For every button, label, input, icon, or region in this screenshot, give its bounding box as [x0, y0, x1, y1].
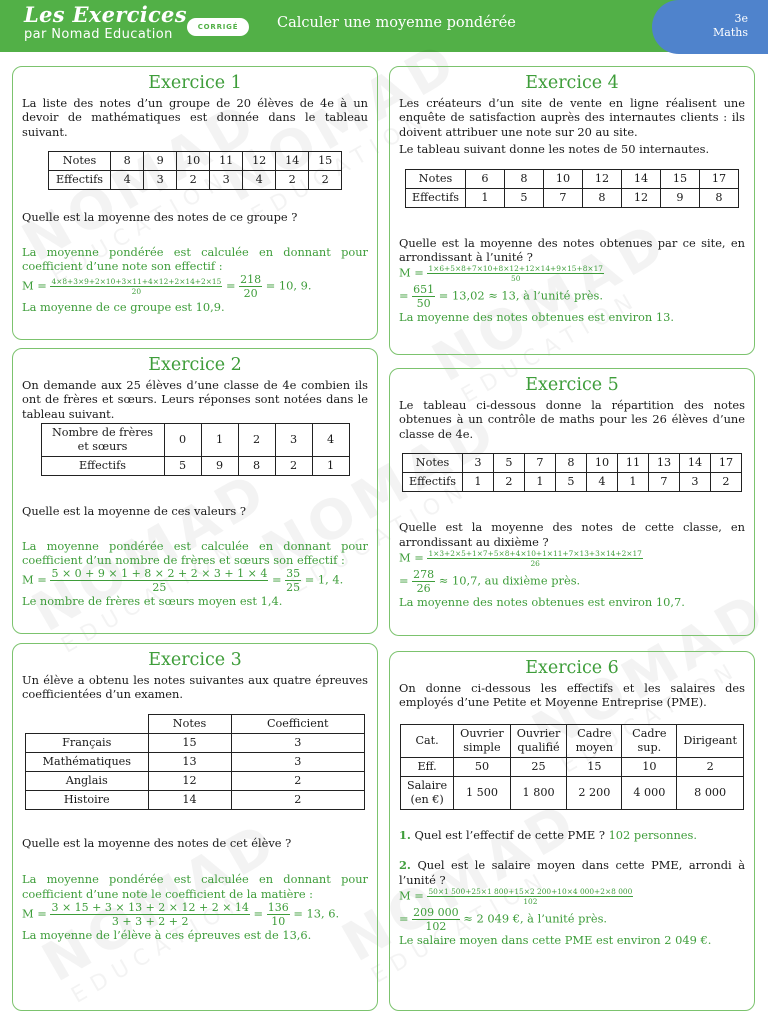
table-cell: Dirigeant [677, 724, 744, 757]
denominator: 10 [271, 915, 286, 929]
table-cell: Cadre sup. [622, 724, 677, 757]
table-cell: 3 [462, 454, 493, 473]
fraction [412, 283, 435, 310]
numerator: 3 × 15 + 3 × 13 + 2 × 12 + 2 × 14 [51, 901, 249, 915]
fraction [267, 901, 290, 928]
table-row [26, 733, 365, 752]
table-row [26, 714, 365, 733]
table-row [48, 152, 341, 171]
table-cell: 17 [699, 169, 738, 188]
question-answer: 102 personnes. [608, 827, 697, 842]
table-cell: 4 [586, 473, 617, 492]
exercise-3-question: Quelle est la moyenne des notes de cet élève ? [22, 835, 292, 850]
table-cell [26, 714, 149, 733]
table-cell: 2 [710, 473, 741, 492]
table-cell: Histoire [26, 790, 149, 809]
result: = 10, 9. [265, 278, 312, 293]
fraction [50, 567, 268, 594]
fraction [239, 273, 262, 300]
exercise-3-card [12, 643, 378, 1011]
table-cell: 15 [309, 152, 342, 171]
exercise-6-title: Exercice 6 [525, 658, 619, 678]
numerator: 50×1 500+25×1 800+15×2 200+10×4 000+2×8 000 [428, 887, 633, 897]
table-cell: 14 [276, 152, 309, 171]
table-row [26, 752, 365, 771]
denominator: 102 [523, 897, 538, 907]
table-cell: 9 [144, 152, 177, 171]
table-cell: 12 [621, 188, 660, 207]
table-cell: Effectifs [41, 457, 164, 476]
table-cell: 1 [312, 457, 349, 476]
exercise-4-title: Exercice 4 [525, 73, 619, 93]
denominator: 20 [131, 287, 142, 297]
table-cell: 3 [679, 473, 710, 492]
exercise-5-title: Exercice 5 [525, 375, 619, 395]
table-cell: 12 [243, 152, 276, 171]
brand-logo [24, 3, 187, 43]
numerator: 1×6+5×8+7×10+8×12+12×14+9×15+8×17 [428, 264, 603, 274]
exercise-5-card [389, 368, 755, 636]
brand-title: Les Exercices [24, 2, 187, 27]
corrige-badge: CORRIGÉ [187, 18, 249, 36]
exercise-4-formula [399, 264, 745, 283]
table-cell: 2 [238, 424, 275, 457]
m-label: M = [22, 572, 47, 587]
exercise-3-formula [22, 901, 368, 928]
table-cell: 1 [524, 473, 555, 492]
table-cell: 1 800 [510, 776, 567, 809]
brand-subtitle: par Nomad Education [24, 27, 173, 42]
exercise-5-formula [399, 549, 745, 568]
numerator: 651 [413, 283, 435, 297]
exercise-1-formula [22, 273, 368, 300]
table-cell: 5 [504, 188, 543, 207]
table-cell: Cadre moyen [567, 724, 622, 757]
fraction [285, 567, 301, 594]
fraction [50, 901, 249, 928]
exercise-6-formula-2 [399, 906, 745, 933]
table-cell: 13 [648, 454, 679, 473]
table-cell: 0 [164, 424, 201, 457]
exercise-2-conclusion: Le nombre de frères et sœurs moyen est 1,4. [22, 594, 283, 609]
table-cell: 2 [493, 473, 524, 492]
exercise-2-intro: On demande aux 25 élèves d’une classe de 4e combien ils ont de frères et sœurs. Leurs réponses sont notées dans le tableau suivant. [22, 378, 368, 421]
table-cell: 4 000 [622, 776, 677, 809]
table-cell: 1 [617, 473, 648, 492]
table-row [41, 424, 349, 457]
table-cell: 1 [462, 473, 493, 492]
table-cell: 1 [201, 424, 238, 457]
exercise-5-formula-2 [399, 568, 745, 595]
equals-sign: = [399, 288, 409, 303]
table-cell: 13 [148, 752, 231, 771]
equals-sign: = [399, 573, 409, 588]
table-cell: Effectifs [403, 473, 463, 492]
result: = 1, 4. [304, 572, 344, 587]
exercise-2-answer-intro: La moyenne pondérée est calculée en donnant pour coefficient d’un nombre de frères et sœurs son effectif : [22, 538, 368, 568]
table-cell: Notes [48, 152, 110, 171]
table-cell: 14 [621, 169, 660, 188]
table-cell: 12 [148, 771, 231, 790]
result: = 13,02 ≈ 13, à l’unité près. [438, 288, 603, 303]
table-cell: 10 [622, 757, 677, 776]
denominator: 25 [286, 581, 301, 595]
fraction [427, 549, 642, 568]
m-label: M = [399, 550, 424, 565]
table-cell: 3 [231, 733, 365, 752]
table-cell: Notes [403, 454, 463, 473]
exercise-6-question-2 [399, 858, 745, 887]
exercise-1-title: Exercice 1 [148, 73, 242, 93]
table-cell: 10 [543, 169, 582, 188]
table-row [401, 757, 744, 776]
question-text: Quel est l’effectif de cette PME ? [414, 827, 605, 842]
exercise-4-conclusion: La moyenne des notes obtenues est environ 13. [399, 310, 674, 325]
table-row [48, 171, 341, 190]
exercise-4-card [389, 66, 755, 355]
table-row [401, 776, 744, 809]
table-cell: 4 [111, 171, 144, 190]
table-cell: Ouvrier simple [454, 724, 511, 757]
table-cell: Notes [148, 714, 231, 733]
exercise-5-intro: Le tableau ci-dessous donne la répartition des notes obtenues à un contrôle de maths pour les 26 élèves d’une classe de 4e. [399, 398, 745, 441]
table-cell: 3 [210, 171, 243, 190]
level-label [713, 12, 748, 40]
exercise-1-card [12, 66, 378, 340]
table-cell: 2 [276, 171, 309, 190]
table-cell: 7 [648, 473, 679, 492]
exercise-2-question: Quelle est la moyenne de ces valeurs ? [22, 504, 246, 519]
exercise-1-conclusion: La moyenne de ce groupe est 10,9. [22, 300, 225, 315]
exercise-5-conclusion: La moyenne des notes obtenues est environ 10,7. [399, 595, 685, 610]
exercise-3-conclusion: La moyenne de l’élève à ces épreuves est de 13,6. [22, 928, 312, 943]
table-row [403, 473, 742, 492]
numerator: 136 [267, 901, 289, 915]
exercise-1-answer-intro: La moyenne pondérée est calculée en donnant pour coefficient d’une note son effectif : [22, 244, 368, 274]
numerator: 5 × 0 + 9 × 1 + 8 × 2 + 2 × 3 + 1 × 4 [51, 567, 268, 581]
table-cell: 15 [148, 733, 231, 752]
table-cell: 8 000 [677, 776, 744, 809]
level-tab [652, 0, 768, 54]
table-cell: 15 [567, 757, 622, 776]
exercise-1-intro: La liste des notes d’un groupe de 20 élèves de 4e à un devoir de mathématiques est donnée dans le tableau suivant. [22, 96, 368, 139]
numerator: 35 [286, 567, 301, 581]
denominator: 20 [243, 287, 258, 301]
table-cell: 50 [454, 757, 511, 776]
m-label: M = [22, 906, 47, 921]
table-cell: 8 [111, 152, 144, 171]
table-row [406, 188, 739, 207]
table-cell: 25 [510, 757, 567, 776]
table-cell: 9 [201, 457, 238, 476]
table-row [401, 724, 744, 757]
table-cell: 1 [465, 188, 504, 207]
table-cell: 10 [586, 454, 617, 473]
fraction [427, 887, 633, 906]
fraction [50, 277, 222, 296]
table-cell: 8 [582, 188, 621, 207]
table-cell: 11 [210, 152, 243, 171]
table-cell: 3 [144, 171, 177, 190]
table-cell: 3 [231, 752, 365, 771]
exercise-4-question: Quelle est la moyenne des notes obtenues par ce site, en arrondissant à l’unité ? [399, 235, 745, 265]
table-cell: 5 [555, 473, 586, 492]
table-cell: 2 [177, 171, 210, 190]
table-cell: 5 [164, 457, 201, 476]
table-cell: 7 [543, 188, 582, 207]
numerator: 1×3+2×5+1×7+5×8+4×10+1×11+7×13+3×14+2×17 [428, 549, 642, 559]
table-cell: 14 [679, 454, 710, 473]
table-cell: Effectifs [406, 188, 466, 207]
table-row [406, 169, 739, 188]
denominator: 26 [416, 582, 431, 596]
question-number: 2. [399, 858, 411, 873]
table-cell: 4 [312, 424, 349, 457]
equals-sign: = [271, 572, 282, 587]
denominator: 50 [416, 297, 431, 311]
table-row [26, 790, 365, 809]
m-label: M = [399, 265, 424, 280]
table-row [403, 454, 742, 473]
exercise-2-formula [22, 567, 368, 594]
exercise-6-card [389, 651, 755, 1011]
table-cell: 15 [660, 169, 699, 188]
exercise-2-card [12, 348, 378, 634]
exercise-5-question: Quelle est la moyenne des notes de cette classe, en arrondissant au dixième ? [399, 520, 745, 549]
table-cell: 2 [231, 790, 365, 809]
table-cell: Nombre de frères et sœurs [41, 424, 164, 457]
equals-sign: = [399, 911, 409, 926]
denominator: 26 [530, 559, 540, 569]
denominator: 3 + 3 + 2 + 2 [111, 915, 189, 929]
table-cell: Ouvrier qualifié [510, 724, 567, 757]
table-row [26, 771, 365, 790]
table-cell: Eff. [401, 757, 454, 776]
table-cell: 5 [493, 454, 524, 473]
table-cell: Effectifs [48, 171, 110, 190]
fraction [412, 568, 435, 595]
table-cell: Mathématiques [26, 752, 149, 771]
exercise-2-title: Exercice 2 [148, 355, 242, 375]
denominator: 25 [152, 581, 167, 595]
numerator: 4×8+3×9+2×10+3×11+4×12+2×14+2×15 [51, 277, 222, 287]
exercise-6-formula [399, 887, 745, 906]
table-row [41, 457, 349, 476]
table-cell: Cat. [401, 724, 454, 757]
result: = 13, 6. [293, 906, 340, 921]
result: ≈ 10,7, au dixième près. [438, 573, 581, 588]
level-grade: 3e [734, 12, 748, 25]
exercise-1-question: Quelle est la moyenne des notes de ce groupe ? [22, 210, 298, 225]
equals-sign: = [253, 906, 264, 921]
denominator: 102 [425, 920, 447, 934]
exercise-5-table [402, 453, 742, 492]
table-cell: 9 [660, 188, 699, 207]
table-cell: 3 [275, 424, 312, 457]
table-cell: 12 [582, 169, 621, 188]
exercise-3-answer-intro: La moyenne pondérée est calculée en donnant pour coefficient d’une note le coefficient de la matière : [22, 872, 368, 901]
table-cell: 7 [524, 454, 555, 473]
question-text: Quel est le salaire moyen dans cette PME, arrondi à l’unité ? [399, 858, 745, 887]
exercise-6-intro: On donne ci-dessous les effectifs et les salaires des employés d’une Petite et Moyenne Entreprise (PME). [399, 681, 745, 710]
exercise-4-table [405, 169, 739, 208]
page-title: Calculer une moyenne pondérée [277, 15, 516, 31]
table-cell: 2 [677, 757, 744, 776]
table-cell: Français [26, 733, 149, 752]
exercise-4-formula-2 [399, 283, 745, 310]
denominator: 50 [511, 274, 521, 284]
table-cell: 2 [231, 771, 365, 790]
exercise-6-conclusion: Le salaire moyen dans cette PME est environ 2 049 €. [399, 933, 712, 948]
exercise-2-table [41, 423, 350, 476]
numerator: 209 000 [413, 906, 459, 920]
table-cell: 2 [275, 457, 312, 476]
table-cell: 17 [710, 454, 741, 473]
fraction [412, 906, 460, 933]
equals-sign: = [225, 278, 236, 293]
table-cell: 2 [309, 171, 342, 190]
numerator: 278 [413, 568, 435, 582]
exercise-3-table [25, 714, 365, 810]
exercise-4-intro-2: Le tableau suivant donne les notes de 50 internautes. [399, 142, 710, 157]
numerator: 218 [240, 273, 262, 287]
fraction [427, 264, 604, 283]
page-header [0, 0, 768, 52]
table-cell: Coefficient [231, 714, 365, 733]
exercise-3-intro: Un élève a obtenu les notes suivantes aux quatre épreuves coefficientées d’un examen. [22, 673, 368, 702]
table-cell: 8 [504, 169, 543, 188]
exercise-1-table [48, 151, 342, 190]
exercise-4-intro: Les créateurs d’un site de vente en ligne réalisent une enquête de satisfaction auprès des internautes clients : ils doivent attribuer une note sur 20 au site. [399, 96, 745, 139]
level-subject: Maths [713, 26, 748, 39]
question-number: 1. [399, 827, 411, 842]
table-cell: 8 [238, 457, 275, 476]
table-cell: Salaire (en €) [401, 776, 454, 809]
table-cell: 8 [699, 188, 738, 207]
exercise-3-title: Exercice 3 [148, 650, 242, 670]
table-cell: 4 [243, 171, 276, 190]
table-cell: 10 [177, 152, 210, 171]
result: ≈ 2 049 €, à l’unité près. [463, 911, 608, 926]
table-cell: Notes [406, 169, 466, 188]
table-cell: 11 [617, 454, 648, 473]
table-cell: 6 [465, 169, 504, 188]
table-cell: 2 200 [567, 776, 622, 809]
table-cell: 14 [148, 790, 231, 809]
table-cell: Anglais [26, 771, 149, 790]
table-cell: 1 500 [454, 776, 511, 809]
exercise-6-table [400, 724, 744, 810]
m-label: M = [22, 278, 47, 293]
m-label: M = [399, 888, 424, 903]
table-cell: 8 [555, 454, 586, 473]
exercise-6-question-1 [399, 828, 745, 842]
